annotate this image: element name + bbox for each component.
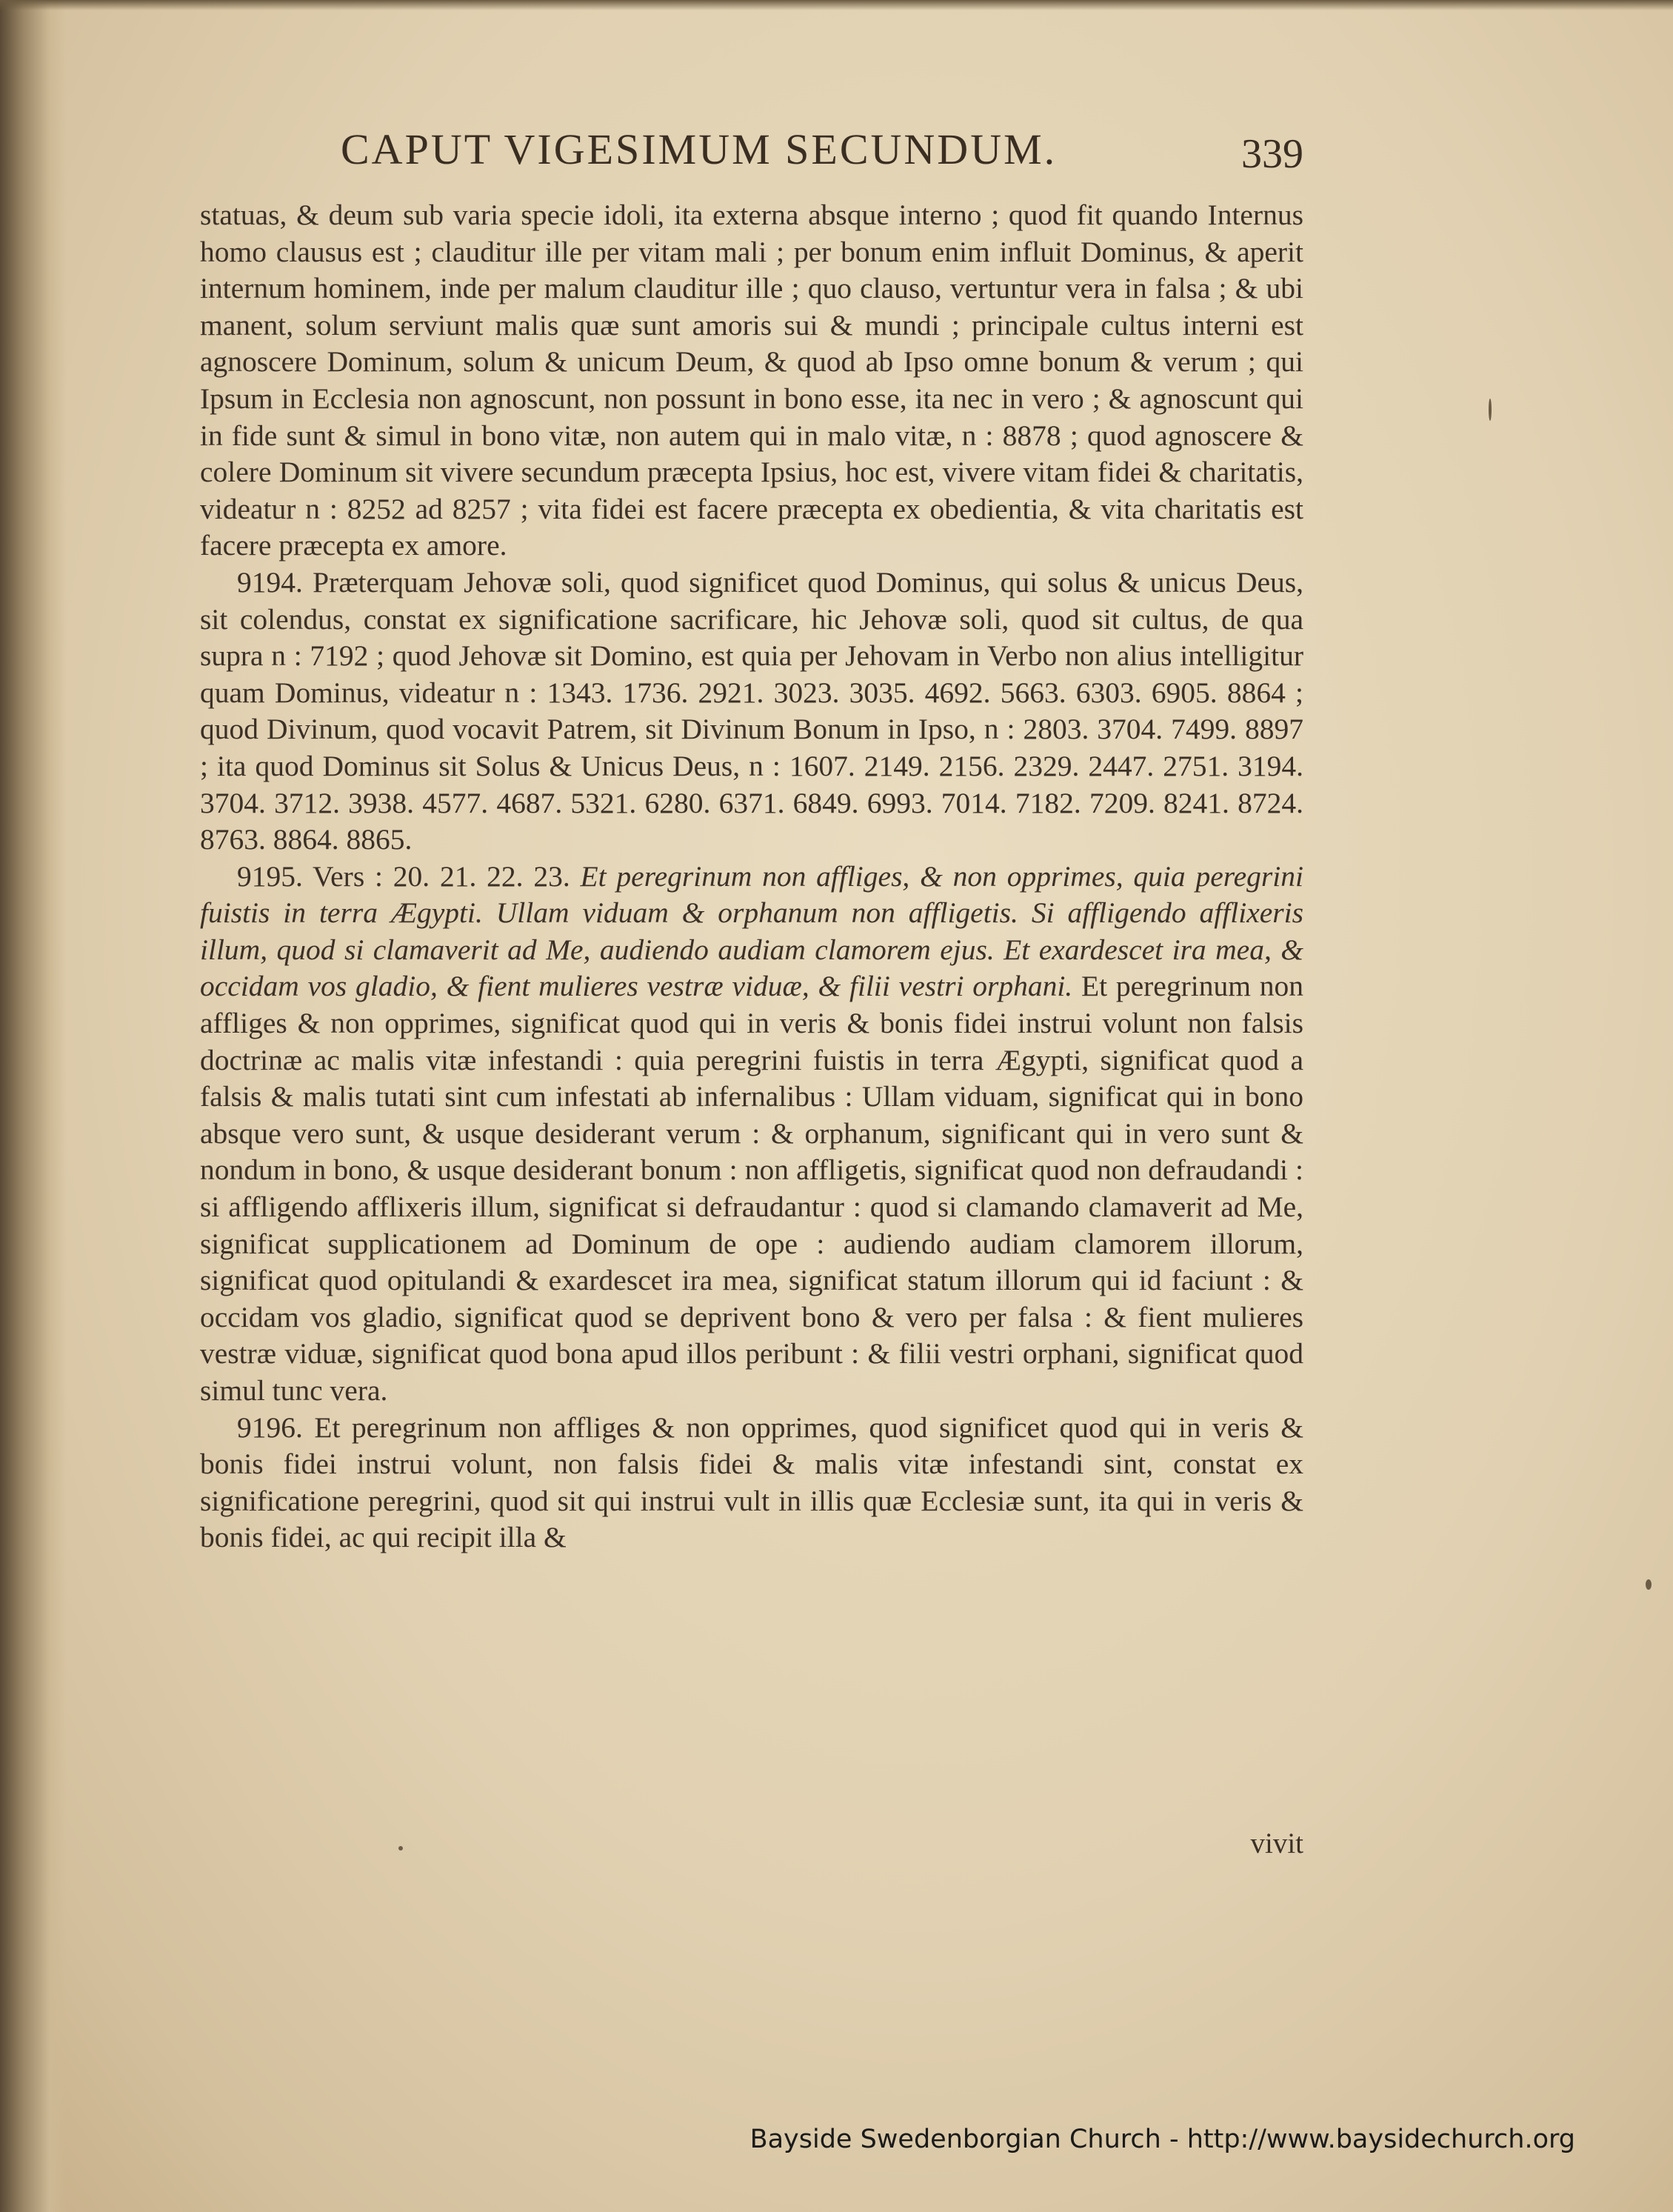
running-head: CAPUT VIGESIMUM SECUNDUM. — [341, 125, 1058, 173]
paper-speck — [1489, 399, 1492, 421]
binding-shadow — [0, 0, 67, 2212]
paragraph — [200, 1410, 1303, 1556]
watermark-credit: Bayside Swedenborgian Church - http://www.baysidechurch.org — [749, 2125, 1575, 2154]
paragraph — [200, 859, 1303, 1410]
paper-speck — [398, 1846, 403, 1850]
page-number: 339 — [1241, 131, 1303, 177]
paragraph — [200, 564, 1303, 859]
catchword: vivit — [1250, 1828, 1303, 1859]
body-text: Et peregrinum non affliges & non opprimes, quod significet quod qui in veris & bonis fidei instrui volunt, non falsis fidei & malis vitæ infestandi sint, constat ex significatione peregrini, quod sit qui instrui vult in illis quæ Ecclesiæ sunt, ita qui in veris & bonis fidei, ac qui recipit illa & — [200, 1410, 1303, 1554]
body-text: statuas, & deum sub varia specie idoli, ita externa absque interno ; quod fit quando Internus homo clausus est ; clauditur ille per vitam mali ; per bonum enim influit Dominus, & aperit internum hominem, inde per malum clauditur ille ; quo clauso, vertuntur vera in falsa ; & ubi manent, solum serviunt malis quæ sunt amoris sui & mundi ; principale cultus interni est agnoscere Dominum, solum & unicum Deum, & quod ab Ipso omne bonum & verum ; qui Ipsum in Ecclesia non agnoscunt, non possunt in bono esse, ita nec in vero ; & agnoscunt qui in fide sunt & simul in bono vitæ, non autem qui in malo vitæ, n : 8878 ; quod agnoscere & colere Dominum sit vivere secundum præcepta Ipsius, hoc est, vivere vitam fidei & charitatis, videatur n : 8252 ad 8257 ; vita fidei est facere præcepta ex obedientia, & vita charitatis est facere præcepta ex amore. — [200, 199, 1303, 562]
text-block — [200, 197, 1303, 1901]
body-text: Vers : 20. 21. 22. 23. — [312, 859, 581, 893]
body-text: Præterquam Jehovæ soli, quod significet quod Dominus, qui solus & unicus Deus, sit colendus, constat ex significatione sacrificare, hic Jehovæ soli, quod sit cultus, de qua supra n : 7192 ; quod Jehovæ sit Domino, est quia per Jehovam in Verbo non alius intelligitur quam Dominus, videatur n : 1343. 1736. 2921. 3023. 3035. 4692. 5663. 6303. 6905. 8864 ; quod Divinum, quod vocavit Patrem, sit Divinum Bonum in Ipso, n : 2803. 3704. 7499. 8897 ; ita quod Dominus sit Solus & Unicus Deus, n : 1607. 2149. 2156. 2329. 2447. 2751. 3194. 3704. 3712. 3938. 4577. 4687. 5321. 6280. 6371. 6849. 6993. 7014. 7182. 7209. 8241. 8724. 8763. 8864. 8865. — [200, 565, 1303, 856]
body-text: Et peregrinum non affliges & non opprimes, significat quod qui in veris & bonis fidei instrui volunt non falsis doctrinæ ac malis vitæ infestandi : quia peregrini fuistis in terra Ægypti, significat quod a falsis & malis tutati sint cum infestati ab infernalibus : Ullam viduam, significat qui in bono absque vero sunt, & usque desiderant verum : & orphanum, significant qui in vero sunt & nondum in bono, & usque desiderant bonum : non affligetis, significat quod non defraudandi : si affligendo afflixeris illum, significat si defraudantur : quod si clamando clamaverit ad Me, significat supplicationem ad Dominum de ope : audiendo audiam clamorem illorum, significat quod opitulandi & exardescet ira mea, significat statum illorum qui id faciunt : & occidam vos gladio, significat quod se deprivent bono & vero per falsa : & fient mulieres vestræ viduæ, significat quod bona apud illos peribunt : & filii vestri orphani, significat quod simul tunc vera. — [200, 970, 1303, 1407]
paragraph-number: 9194. — [237, 565, 303, 599]
paragraph-number: 9196. — [237, 1410, 303, 1444]
paragraph-number: 9195. — [237, 859, 303, 893]
paragraph — [200, 197, 1303, 564]
page-header — [200, 124, 1303, 191]
paper-speck — [1646, 1579, 1652, 1590]
italic-text: Et peregrinum non affliges, & non opprimes, quia peregrini fuistis in terra Ægypti. Ullam viduam & orphanum non affligetis. Si affligendo afflixeris illum, quod si clamaverit ad Me, audiendo audiam clamorem ejus. Et exardescet ira mea, & occidam vos gladio, & fient mulieres vestræ viduæ, & filii vestri orphani. — [200, 859, 1303, 1003]
page-top-edge — [0, 0, 1673, 10]
